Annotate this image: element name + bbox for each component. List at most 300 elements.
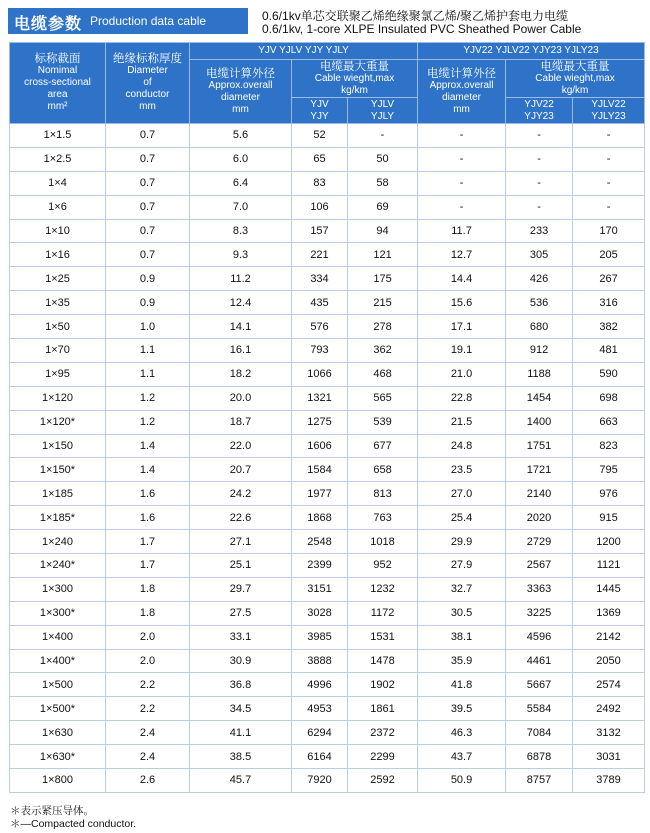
cell-weight-yjv22: 3363 [506,577,573,601]
cell-weight-yjlv22: 481 [573,339,645,363]
cell-weight-yjlv: 468 [348,362,418,386]
cell-weight-yjlv22: - [573,171,645,195]
sub-header-line: YJLY [370,110,395,122]
cell-weight-yjlv: 565 [348,386,418,410]
cell-weight-yjv: 793 [292,339,348,363]
cell-diameter: 25.1 [190,554,292,578]
cell-diameter: 9.3 [190,243,292,267]
cell-weight-yjv22: 2020 [506,506,573,530]
cell-diameter: 22.0 [190,434,292,458]
cell-area: 1×630* [10,745,106,769]
cell-weight-yjlv22: 1200 [573,530,645,554]
cell-weight-yjlv: 50 [348,147,418,171]
cell-weight-yjv: 1275 [292,410,348,434]
cell-weight-yjlv22: - [573,147,645,171]
weight-unit: kg/km [341,84,368,96]
cell-thickness: 0.7 [106,147,190,171]
table-row [10,673,645,697]
cell-weight-yjlv: 175 [348,267,418,291]
sub-header-yjv [292,98,348,124]
cell-weight-yjlv: 2372 [348,721,418,745]
table-row [10,434,645,458]
cell-diameter-armored: 29.9 [418,530,506,554]
footnote-en: ＊—Compacted conductor. [10,818,137,830]
cell-diameter: 18.7 [190,410,292,434]
diameter-unit: mm [232,103,249,115]
cell-weight-yjlv22: - [573,124,645,148]
cell-diameter-armored: 46.3 [418,721,506,745]
cell-area: 1×500* [10,697,106,721]
cell-diameter: 20.0 [190,386,292,410]
cell-thickness: 2.4 [106,745,190,769]
cell-thickness: 1.2 [106,410,190,434]
cell-weight-yjv22: 912 [506,339,573,363]
cell-diameter: 5.6 [190,124,292,148]
diameter-cn: 电缆计算外径 [427,67,497,80]
cell-area: 1×16 [10,243,106,267]
cell-weight-yjlv22: 2492 [573,697,645,721]
cell-area: 1×630 [10,721,106,745]
cell-weight-yjlv: 2299 [348,745,418,769]
cell-weight-yjv22: 2567 [506,554,573,578]
cell-diameter-armored: 22.8 [418,386,506,410]
table-row [10,339,645,363]
cell-weight-yjlv: 1478 [348,649,418,673]
cell-weight-yjlv22: 698 [573,386,645,410]
table-row [10,124,645,148]
cell-area: 1×35 [10,291,106,315]
cell-weight-yjlv22: 795 [573,458,645,482]
table-row [10,195,645,219]
cell-thickness: 2.2 [106,697,190,721]
cell-weight-yjlv22: 1369 [573,601,645,625]
diameter-unit: mm [453,103,470,115]
table-row [10,530,645,554]
cell-weight-yjlv22: 2574 [573,673,645,697]
cell-weight-yjlv22: 663 [573,410,645,434]
cell-weight-yjv22: 233 [506,219,573,243]
cell-diameter: 22.6 [190,506,292,530]
cell-weight-yjlv: 121 [348,243,418,267]
table-row [10,315,645,339]
cell-thickness: 0.7 [106,219,190,243]
cell-weight-yjlv: 1861 [348,697,418,721]
cell-weight-yjlv: 278 [348,315,418,339]
cell-weight-yjlv22: 1121 [573,554,645,578]
cell-area: 1×300* [10,601,106,625]
table-row [10,267,645,291]
cell-weight-yjlv: 215 [348,291,418,315]
table-row [10,458,645,482]
cell-weight-yjv22: 5667 [506,673,573,697]
cell-area: 1×150* [10,458,106,482]
cell-weight-yjv22: - [506,124,573,148]
diameter-en2: diameter [221,91,260,103]
table-row [10,482,645,506]
cell-thickness: 0.9 [106,267,190,291]
sub-header-line: YJLY23 [591,110,626,122]
col-header-thickness [106,43,190,124]
cell-diameter: 12.4 [190,291,292,315]
cell-weight-yjv: 83 [292,171,348,195]
cell-weight-yjlv22: - [573,195,645,219]
cell-diameter-armored: 19.1 [418,339,506,363]
sub-header-yjlv22 [573,98,645,124]
cell-weight-yjv: 3985 [292,625,348,649]
group-header-1: YJV YJLV YJY YJLY [190,43,418,60]
cell-area: 1×150 [10,434,106,458]
cell-weight-yjlv: 658 [348,458,418,482]
cell-area: 1×500 [10,673,106,697]
table-row [10,291,645,315]
cell-weight-yjlv: 58 [348,171,418,195]
cell-diameter-armored: 50.9 [418,769,506,793]
cell-weight-yjlv: 677 [348,434,418,458]
cell-weight-yjv22: 1454 [506,386,573,410]
area-en3: area [47,89,68,100]
weight-en: Cable wieght,max [535,72,615,84]
cell-thickness: 1.8 [106,601,190,625]
cell-weight-yjv22: 5584 [506,697,573,721]
col-header-weight-2 [506,60,645,98]
subtitle-en: 0.6/1kv, 1-core XLPE Insulated PVC Sheathed Power Cable [262,22,582,36]
cell-diameter: 14.1 [190,315,292,339]
cell-weight-yjv22: - [506,195,573,219]
cell-area: 1×120* [10,410,106,434]
cell-weight-yjv: 576 [292,315,348,339]
cell-diameter: 41.1 [190,721,292,745]
cell-diameter-armored: - [418,171,506,195]
title-banner [8,8,248,34]
cell-weight-yjlv: 1172 [348,601,418,625]
cell-weight-yjv22: 2140 [506,482,573,506]
cell-weight-yjlv22: 382 [573,315,645,339]
cell-weight-yjlv: 69 [348,195,418,219]
table-row [10,625,645,649]
cell-weight-yjv: 1606 [292,434,348,458]
cell-thickness: 2.2 [106,673,190,697]
table-row [10,745,645,769]
cell-diameter: 16.1 [190,339,292,363]
table-row [10,386,645,410]
cell-weight-yjlv: 362 [348,339,418,363]
cell-weight-yjv22: - [506,171,573,195]
cell-weight-yjv: 1868 [292,506,348,530]
col-header-area [10,43,106,124]
diameter-en1: Approx.overall [208,79,273,91]
cell-area: 1×70 [10,339,106,363]
cell-diameter-armored: 30.5 [418,601,506,625]
thickness-cn: 绝缘标称厚度 [113,53,182,65]
cell-diameter-armored: 23.5 [418,458,506,482]
cell-diameter: 29.7 [190,577,292,601]
cell-weight-yjv: 3151 [292,577,348,601]
cell-weight-yjv: 52 [292,124,348,148]
cell-thickness: 0.7 [106,195,190,219]
cell-weight-yjlv: 94 [348,219,418,243]
col-header-diameter-2 [418,60,506,124]
table-row [10,649,645,673]
cell-weight-yjlv: 1018 [348,530,418,554]
cell-diameter-armored: 15.6 [418,291,506,315]
table-row [10,219,645,243]
cell-weight-yjv22: 2729 [506,530,573,554]
cell-weight-yjlv22: 3789 [573,769,645,793]
cell-weight-yjv: 1977 [292,482,348,506]
cell-weight-yjlv: - [348,124,418,148]
cell-weight-yjv: 2399 [292,554,348,578]
cell-diameter-armored: 41.8 [418,673,506,697]
cell-thickness: 0.7 [106,124,190,148]
cell-weight-yjv: 3888 [292,649,348,673]
cell-weight-yjlv22: 976 [573,482,645,506]
cell-thickness: 1.6 [106,482,190,506]
cell-thickness: 2.4 [106,721,190,745]
weight-cn: 电缆最大重量 [540,60,610,73]
col-header-weight-1 [292,60,418,98]
cell-weight-yjv22: 536 [506,291,573,315]
cell-area: 1×120 [10,386,106,410]
sub-header-line: YJV22 [524,98,554,110]
cell-diameter-armored: 32.7 [418,577,506,601]
cell-diameter: 38.5 [190,745,292,769]
cell-weight-yjv: 334 [292,267,348,291]
cell-weight-yjlv22: 915 [573,506,645,530]
cell-thickness: 1.8 [106,577,190,601]
cell-diameter-armored: - [418,147,506,171]
cell-weight-yjv: 1066 [292,362,348,386]
sub-header-line: YJY23 [524,110,554,122]
cell-thickness: 0.9 [106,291,190,315]
area-unit: mm² [47,101,68,112]
sub-header-line: YJV [310,98,329,110]
cell-thickness: 1.4 [106,434,190,458]
cell-weight-yjv22: 6878 [506,745,573,769]
cell-weight-yjlv22: 823 [573,434,645,458]
weight-cn: 电缆最大重量 [320,60,390,73]
cell-weight-yjlv22: 2050 [573,649,645,673]
cell-thickness: 1.6 [106,506,190,530]
cell-weight-yjlv: 1531 [348,625,418,649]
cell-thickness: 1.7 [106,554,190,578]
cell-diameter-armored: 17.1 [418,315,506,339]
cell-diameter: 7.0 [190,195,292,219]
cell-weight-yjlv: 763 [348,506,418,530]
cell-weight-yjv22: 426 [506,267,573,291]
cell-diameter: 24.2 [190,482,292,506]
thickness-en3: conductor [125,89,170,100]
cell-weight-yjv22: 7084 [506,721,573,745]
thickness-en2: of [143,77,152,88]
cell-weight-yjv22: 1400 [506,410,573,434]
page-header [8,6,644,38]
cell-weight-yjv: 2548 [292,530,348,554]
diameter-en2: diameter [442,91,481,103]
cell-weight-yjv: 221 [292,243,348,267]
area-en2: cross-sectional [24,77,91,88]
cell-weight-yjv: 3028 [292,601,348,625]
table-row [10,577,645,601]
diameter-en1: Approx.overall [429,79,494,91]
cell-thickness: 1.7 [106,530,190,554]
cell-diameter-armored: 39.5 [418,697,506,721]
cell-diameter-armored: 27.9 [418,554,506,578]
cell-weight-yjv22: 4596 [506,625,573,649]
subtitle-cn: 0.6/1kv单芯交联聚乙烯绝缘聚氯乙烯/聚乙烯护套电力电缆 [262,9,569,23]
cell-diameter-armored: 35.9 [418,649,506,673]
thickness-unit: mm [139,101,156,112]
cell-diameter-armored: 43.7 [418,745,506,769]
cell-weight-yjv: 157 [292,219,348,243]
table-row [10,769,645,793]
cell-weight-yjlv: 813 [348,482,418,506]
cell-weight-yjlv22: 205 [573,243,645,267]
cell-thickness: 1.1 [106,362,190,386]
footnote-cn: ＊表示紧压导体。 [10,805,94,817]
group-header-2: YJV22 YJLV22 YJY23 YJLY23 [418,43,645,60]
cell-thickness: 2.0 [106,625,190,649]
cell-diameter-armored: - [418,195,506,219]
cell-diameter: 6.0 [190,147,292,171]
sub-header-line: YJLV22 [591,98,626,110]
cell-weight-yjv22: - [506,147,573,171]
cell-area: 1×185 [10,482,106,506]
cell-weight-yjlv: 1232 [348,577,418,601]
cell-thickness: 0.7 [106,171,190,195]
table-row [10,721,645,745]
cell-thickness: 1.1 [106,339,190,363]
table-row [10,362,645,386]
sub-header-line: YJY [310,110,329,122]
cell-weight-yjv22: 4461 [506,649,573,673]
cell-diameter-armored: 24.8 [418,434,506,458]
title-cn: 电缆参数 [14,16,83,33]
cell-area: 1×95 [10,362,106,386]
cell-area: 1×1.5 [10,124,106,148]
cell-area: 1×2.5 [10,147,106,171]
cell-area: 1×240 [10,530,106,554]
cell-weight-yjv22: 1188 [506,362,573,386]
cell-weight-yjv22: 8757 [506,769,573,793]
cell-weight-yjv: 435 [292,291,348,315]
table-header [10,43,645,124]
table-row [10,697,645,721]
cell-weight-yjlv22: 170 [573,219,645,243]
cell-weight-yjv: 4953 [292,697,348,721]
cell-weight-yjlv22: 3132 [573,721,645,745]
cell-weight-yjv: 65 [292,147,348,171]
cell-weight-yjv: 7920 [292,769,348,793]
cell-area: 1×300 [10,577,106,601]
table-row [10,147,645,171]
footnotes [10,805,136,831]
cell-weight-yjv22: 680 [506,315,573,339]
weight-en: Cable wieght,max [314,72,395,84]
area-en1: Nomimal [37,65,78,76]
cell-thickness: 0.7 [106,243,190,267]
cell-thickness: 1.2 [106,386,190,410]
cell-weight-yjlv: 1902 [348,673,418,697]
cell-diameter: 33.1 [190,625,292,649]
cell-weight-yjv: 6164 [292,745,348,769]
cell-diameter: 20.7 [190,458,292,482]
cell-diameter-armored: 27.0 [418,482,506,506]
cell-diameter-armored: 25.4 [418,506,506,530]
cell-weight-yjlv22: 267 [573,267,645,291]
table-body [10,124,645,793]
cell-weight-yjlv22: 3031 [573,745,645,769]
cell-diameter: 18.2 [190,362,292,386]
cell-thickness: 1.4 [106,458,190,482]
cell-weight-yjv22: 3225 [506,601,573,625]
table-row [10,601,645,625]
cell-area: 1×240* [10,554,106,578]
col-header-diameter-1 [190,60,292,124]
cell-weight-yjv: 1321 [292,386,348,410]
cell-diameter-armored: 11.7 [418,219,506,243]
cell-area: 1×185* [10,506,106,530]
cell-weight-yjv: 106 [292,195,348,219]
cell-weight-yjv22: 305 [506,243,573,267]
table-row [10,243,645,267]
cell-weight-yjv22: 1751 [506,434,573,458]
cell-weight-yjv: 1584 [292,458,348,482]
cell-weight-yjlv22: 590 [573,362,645,386]
cell-area: 1×25 [10,267,106,291]
cell-diameter-armored: 14.4 [418,267,506,291]
title-en: Production data cable [90,14,207,28]
cell-diameter: 6.4 [190,171,292,195]
cell-diameter: 36.8 [190,673,292,697]
cell-diameter-armored: 38.1 [418,625,506,649]
cell-weight-yjlv: 539 [348,410,418,434]
cell-diameter: 45.7 [190,769,292,793]
area-cn: 标称截面 [34,53,81,65]
cell-diameter-armored: 21.0 [418,362,506,386]
cell-weight-yjv: 6294 [292,721,348,745]
cell-weight-yjlv: 2592 [348,769,418,793]
cell-thickness: 1.0 [106,315,190,339]
cell-diameter: 8.3 [190,219,292,243]
sub-header-yjv22 [506,98,573,124]
cell-weight-yjlv: 952 [348,554,418,578]
sub-header-yjlv [348,98,418,124]
cell-area: 1×400* [10,649,106,673]
cell-area: 1×4 [10,171,106,195]
cell-diameter: 27.1 [190,530,292,554]
cell-thickness: 2.0 [106,649,190,673]
cable-data-table [9,42,645,793]
cell-area: 1×800 [10,769,106,793]
cell-weight-yjlv22: 1445 [573,577,645,601]
cell-weight-yjv: 4996 [292,673,348,697]
cell-diameter: 34.5 [190,697,292,721]
thickness-en1: Diameter [127,65,168,76]
cell-area: 1×50 [10,315,106,339]
diameter-cn: 电缆计算外径 [206,67,275,80]
table-row [10,506,645,530]
cell-area: 1×400 [10,625,106,649]
cell-diameter: 30.9 [190,649,292,673]
cell-weight-yjlv22: 316 [573,291,645,315]
table-row [10,171,645,195]
cell-area: 1×10 [10,219,106,243]
cell-diameter-armored: 12.7 [418,243,506,267]
cell-weight-yjlv22: 2142 [573,625,645,649]
table-row [10,410,645,434]
sub-header-line: YJLV [370,98,395,110]
cell-weight-yjv22: 1721 [506,458,573,482]
